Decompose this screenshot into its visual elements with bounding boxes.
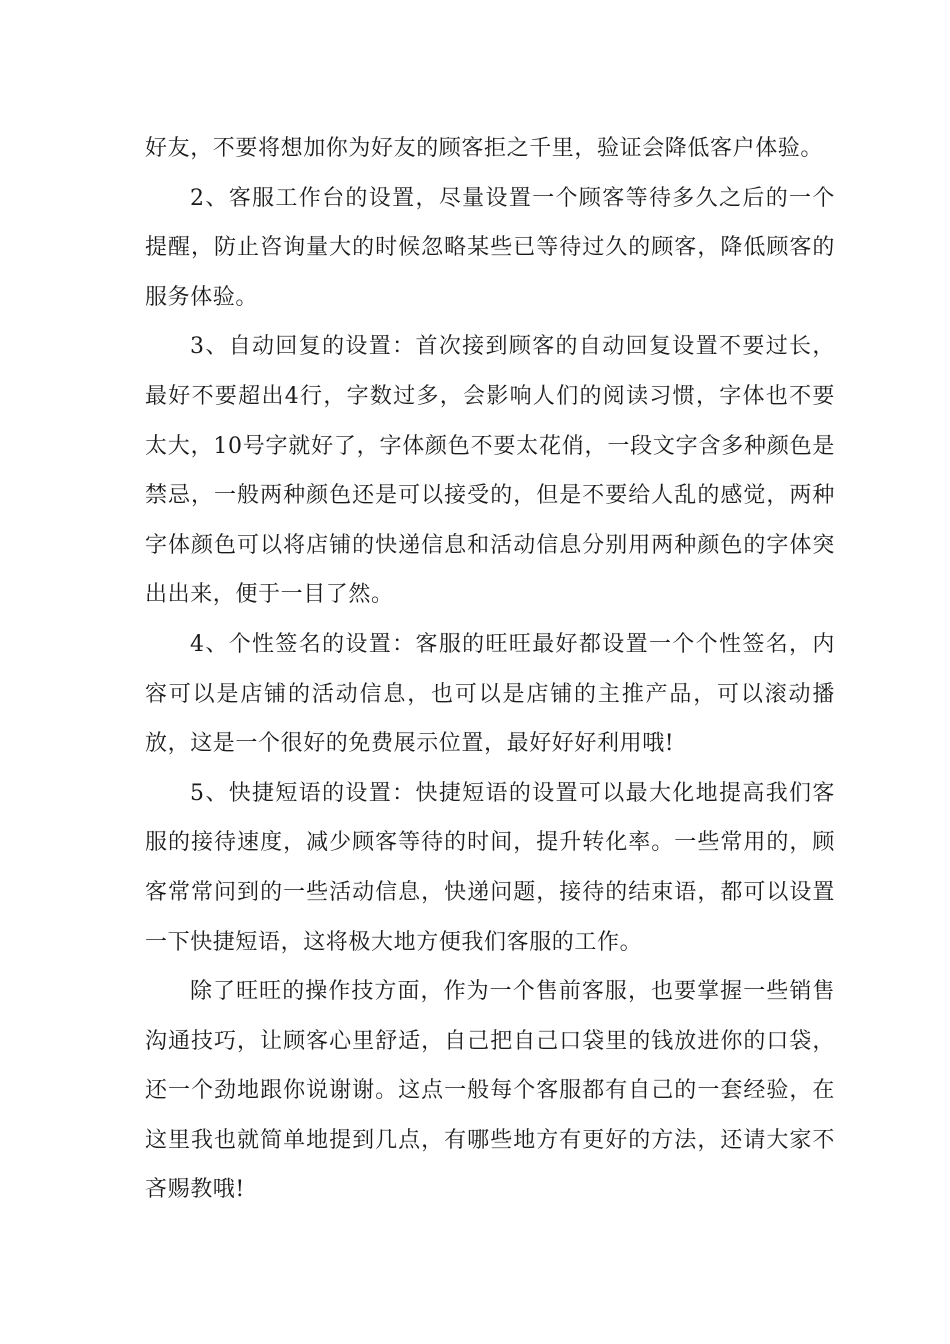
paragraph-quick-phrase-settings: 5、快捷短语的设置：快捷短语的设置可以最大化地提高我们客服的接待速度，减少顾客等待的时间，提升转化率。一些常用的，顾客常常问到的一些活动信息，快递问题，接待的结束语，都可以设置一下快捷短语，这将极大地方便我们客服的工作。 — [145, 780, 835, 955]
paragraph-signature-settings: 4、个性签名的设置：客服的旺旺最好都设置一个个性签名，内容可以是店铺的活动信息，也可以是店铺的主推产品，可以滚动播放，这是一个很好的免费展示位置，最好好好利用哦! — [145, 631, 835, 757]
document-page — [145, 124, 835, 1215]
paragraph-continuation: 好友，不要将想加你为好友的顾客拒之千里，验证会降低客户体验。 — [145, 136, 824, 161]
paragraph-workbench-settings: 2、客服工作台的设置，尽量设置一个顾客等待多久之后的一个提醒，防止咨询量大的时候忽略某些已等待过久的顾客，降低顾客的服务体验。 — [145, 185, 835, 310]
paragraph-auto-reply-settings: 3、自动回复的设置：首次接到顾客的自动回复设置不要过长，最好不要超出4行，字数过多，会影响人们的阅读习惯，字体也不要太大，10号字就好了，字体颜色不要太花俏，一段文字含多种颜色是禁忌，一般两种颜色还是可以接受的，但是不要给人乱的感觉，两种字体颜色可以将店铺的快递信息和活动信息分别用两种颜色的字体突出出来，便于一目了然。 — [145, 334, 835, 608]
paragraph-sales-skills: 除了旺旺的操作技方面，作为一个售前客服，也要掌握一些销售沟通技巧，让顾客心里舒适，自己把自己口袋里的钱放进你的口袋，还一个劲地跟你说谢谢。这点一般每个客服都有自己的一套经验，在这里我也就简单地提到几点，有哪些地方有更好的方法，还请大家不吝赐教哦! — [145, 979, 835, 1203]
